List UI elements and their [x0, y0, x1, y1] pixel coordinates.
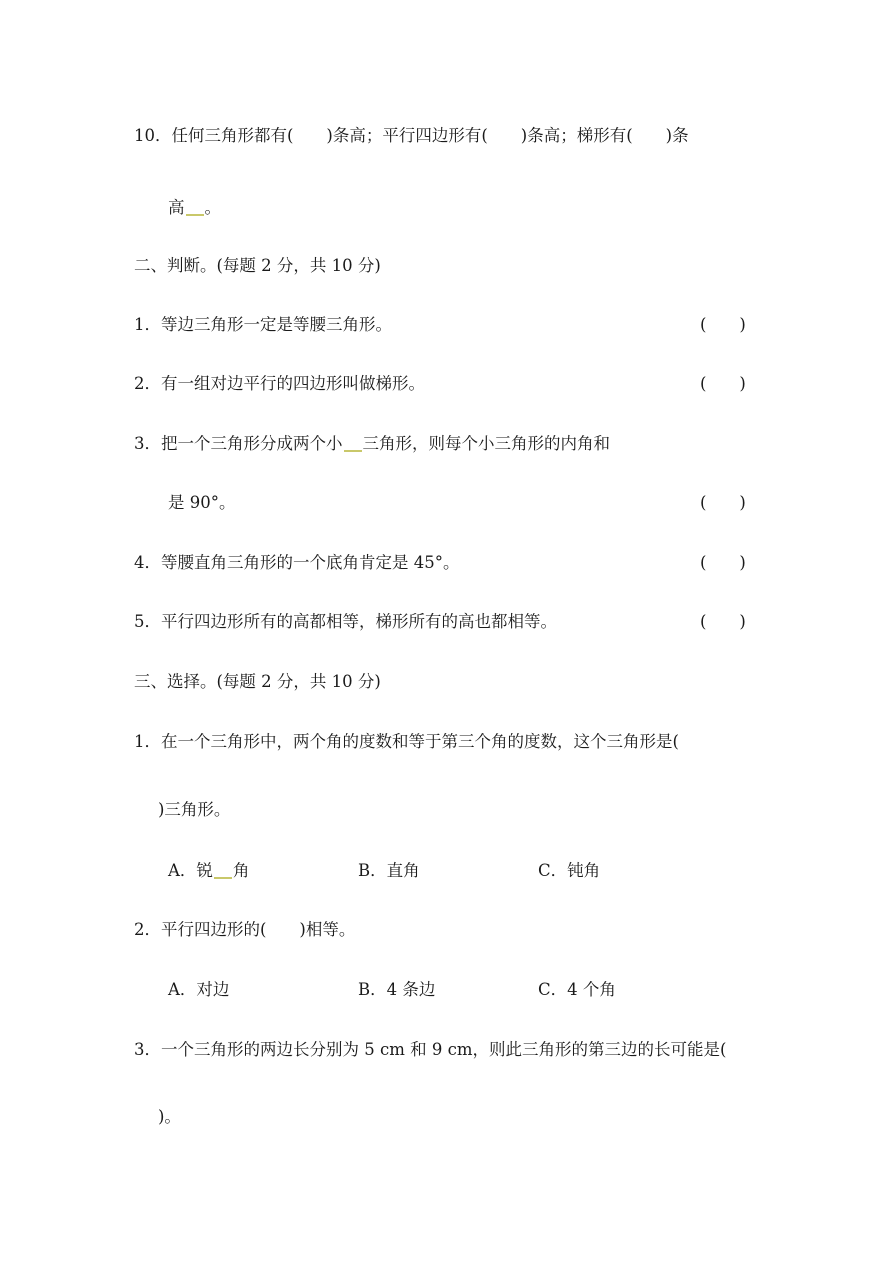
answer-blank-4[interactable]: ( )	[700, 553, 746, 572]
q10-line1: 10．任何三角形都有( )条高；平行四边形有( )条高；梯形有( )条	[134, 126, 689, 145]
judge-item-3	[134, 433, 610, 455]
section2-heading: 二、判断。(每题 2 分，共 10 分)	[134, 256, 381, 275]
option-a-text: A．锐	[168, 861, 213, 880]
judge-item-3-text-b: 三角形，则每个小三角形的内角和	[362, 434, 610, 453]
choice-q1-option-b[interactable]: B．直角	[358, 861, 420, 880]
choice-q3-line1: 3．一个三角形的两边长分别为 5 cm 和 9 cm，则此三角形的第三边的长可能是(	[134, 1040, 727, 1059]
section3-heading: 三、选择。(每题 2 分，共 10 分)	[134, 672, 381, 691]
choice-q1-line1: 1．在一个三角形中，两个角的度数和等于第三个角的度数，这个三角形是(	[134, 732, 679, 751]
q10-line2-text: 高	[168, 198, 185, 217]
q10-line2-end: 。	[204, 198, 221, 217]
answer-blank-3[interactable]: ( )	[700, 493, 746, 512]
answer-blank-2[interactable]: ( )	[700, 374, 746, 393]
choice-q3-line2: )。	[158, 1107, 181, 1126]
judge-item-2: 2．有一组对边平行的四边形叫做梯形。	[134, 374, 425, 393]
judge-item-1: 1．等边三角形一定是等腰三角形。	[134, 315, 392, 334]
judge-item-4: 4．等腰直角三角形的一个底角肯定是 45°。	[134, 553, 460, 572]
judge-item-5: 5．平行四边形所有的高都相等，梯形所有的高也都相等。	[134, 612, 557, 631]
choice-q1-option-c[interactable]: C．钝角	[538, 861, 601, 880]
judge-item-3-cont: 是 90°。	[168, 493, 236, 512]
choice-q2-option-c[interactable]: C．4 个角	[538, 980, 616, 999]
choice-q2-option-a[interactable]: A．对边	[168, 980, 230, 999]
highlight-mark	[186, 214, 204, 216]
choice-q1-line2: )三角形。	[158, 800, 231, 819]
option-a-text-end: 角	[232, 861, 250, 880]
highlight-mark	[344, 450, 362, 452]
judge-item-3-text-a: 3．把一个三角形分成两个小	[134, 434, 343, 453]
choice-q2-option-b[interactable]: B．4 条边	[358, 980, 436, 999]
q10-line2	[168, 197, 221, 219]
choice-q2-text: 2．平行四边形的( )相等。	[134, 920, 356, 939]
answer-blank-5[interactable]: ( )	[700, 612, 746, 631]
answer-blank-1[interactable]: ( )	[700, 315, 746, 334]
choice-q1-option-a[interactable]	[168, 860, 249, 882]
highlight-mark	[214, 877, 232, 879]
